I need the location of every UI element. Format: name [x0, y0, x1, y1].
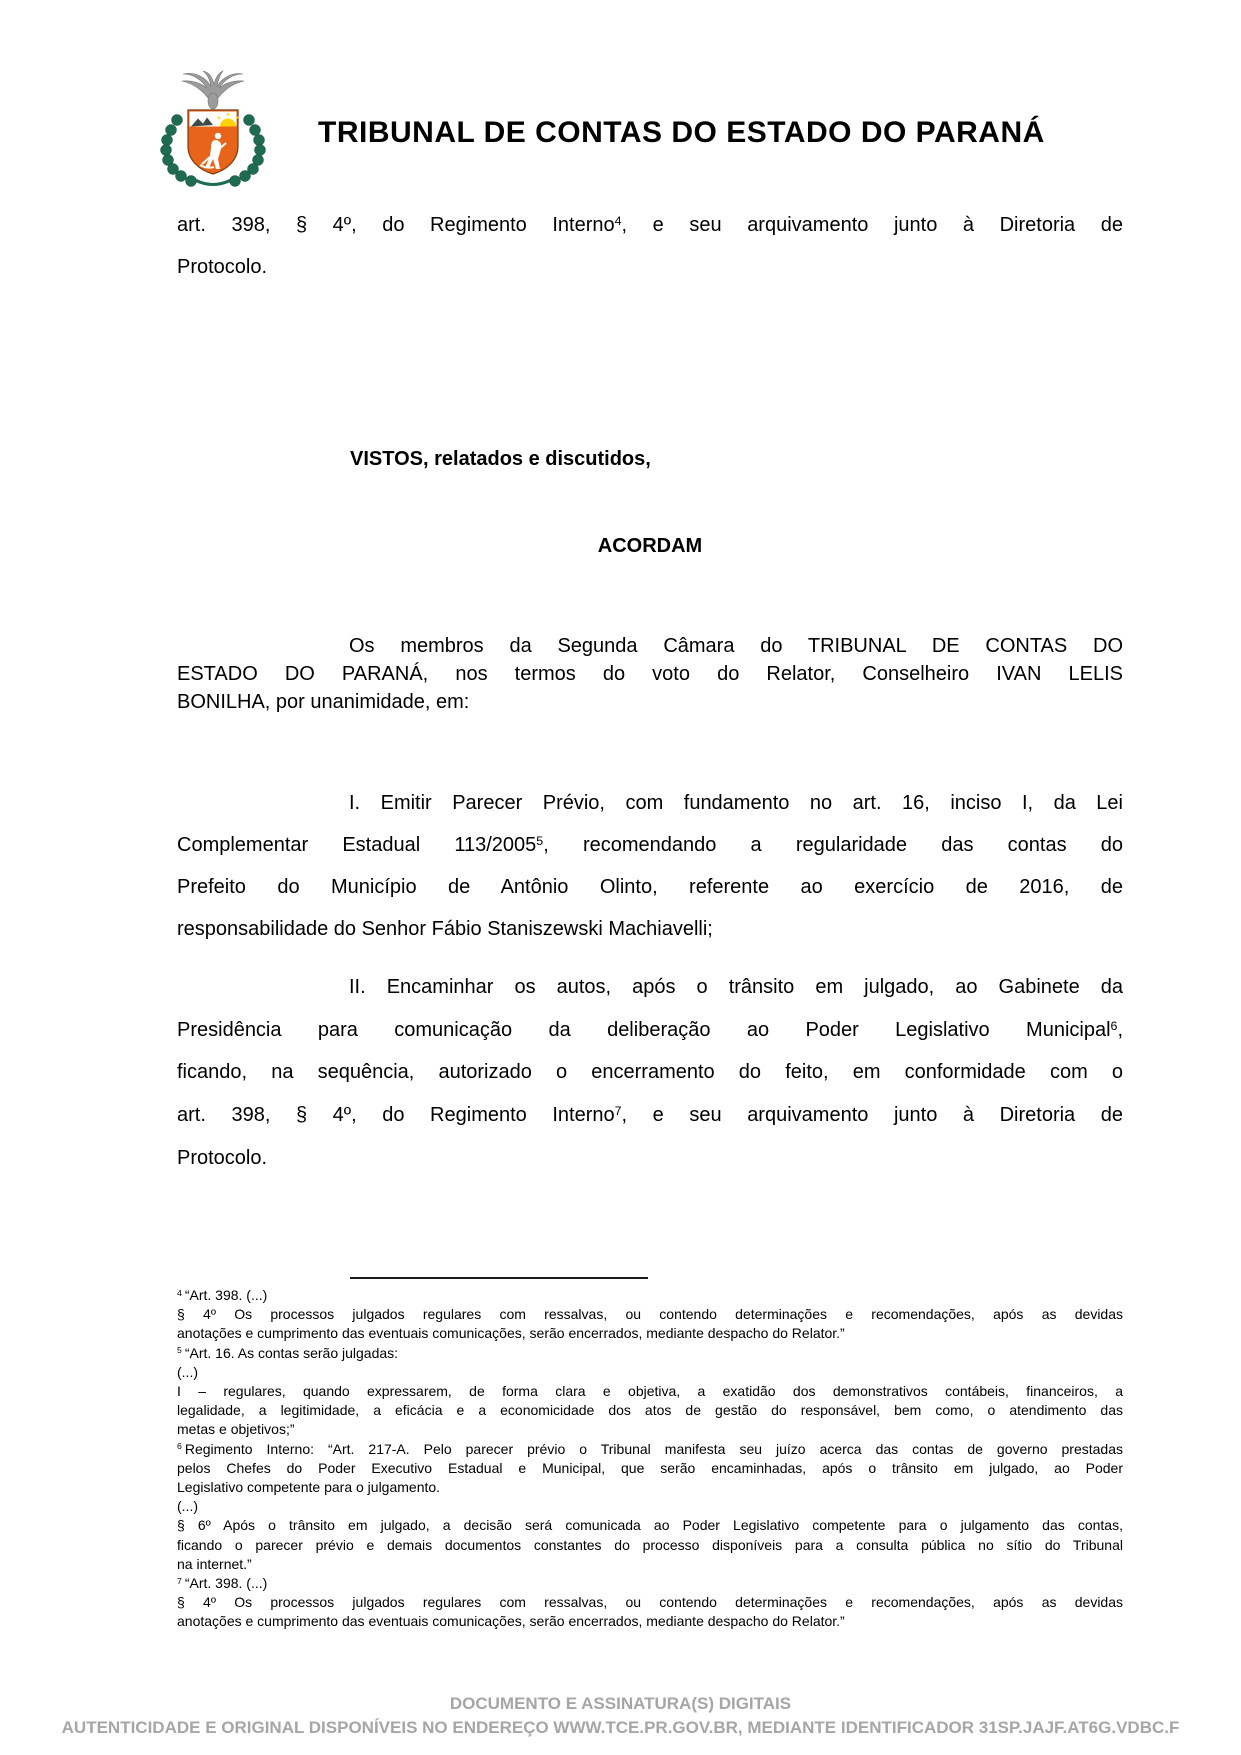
footer-digital-signature-label: DOCUMENTO E ASSINATURA(S) DIGITAIS [449, 1694, 792, 1713]
footnote-line: metas e objetivos;” [177, 1421, 295, 1438]
parana-coat-of-arms-logo [150, 70, 276, 190]
footer-authenticity-label: AUTENTICIDADE E ORIGINAL DISPONÍVEIS NO ENDEREÇO WWW.TCE.PR.GOV.BR, MEDIANTE IDENTIFICADOR 31SP.JAJF.AT6G.VDBC.F [61, 1718, 1180, 1737]
body-line: art. 398, § 4º, do Regimento Interno$^4$, e seu arquivamento junto à Diretoria de [177, 214, 1123, 236]
body-line: Os membros da Segunda Câmara do TRIBUNAL DE CONTAS DO [349, 635, 1123, 657]
deliberation-paragraph [177, 632, 1123, 716]
footnote-separator [350, 1277, 648, 1279]
footnote-ref-6: 6 [1110, 1018, 1118, 1033]
footnote-line: (...) [177, 1498, 198, 1515]
body-line: Protocolo. [177, 256, 268, 278]
footnote-ref-7: 7 [614, 1104, 622, 1119]
footnote-line: $^5$ “Art. 16. As contas serão julgadas: [177, 1344, 399, 1361]
body-line: responsabilidade do Senhor Fábio Staniszewski Machiavelli; [177, 918, 713, 940]
footnote-line: ficando o parecer prévio e demais documentos constantes do processo disponíveis para a consulta pública no sítio do Tribunal [177, 1536, 1123, 1553]
vistos-heading: VISTOS, relatados e discutidos, [350, 448, 651, 470]
footnote-number: 4 [177, 1287, 182, 1298]
footnote-line: anotações e cumprimento das eventuais comunicações, serão encerrados, mediante despacho do Relator.” [177, 1613, 845, 1630]
footnote-number: 5 [177, 1345, 182, 1356]
body-line: ficando, na sequência, autorizado o encerramento do feito, em conformidade com o [177, 1061, 1123, 1084]
footnote-line: (...) [177, 1363, 198, 1380]
footnote-line: I – regulares, quando expressarem, de forma clara e objetiva, a exatidão dos demonstrativos contábeis, financeiros, a [177, 1383, 1123, 1400]
shield [188, 110, 238, 174]
footnote-line: § 4º Os processos julgados regulares com ressalvas, ou contendo determinações e recomendações, após as devidas [177, 1306, 1123, 1323]
body-line: art. 398, § 4º, do Regimento Interno$^7$, e seu arquivamento junto à Diretoria de [177, 1104, 1123, 1127]
continuation-paragraph [177, 204, 1123, 288]
decision-item-2 [177, 966, 1123, 1180]
footnote-line: legalidade, a legitimidade, a eficácia e a economicidade dos atos de gestão do responsável, bem como, o atendimento das [177, 1402, 1123, 1419]
footnote-line: $^7$ “Art. 398. (...) [177, 1575, 268, 1592]
acordam-heading: ACORDAM [597, 535, 703, 557]
footnote-line: Legislativo competente para o julgamento. [177, 1479, 441, 1496]
footnote-line: § 6º Após o trânsito em julgado, a decisão será comunicada ao Poder Legislativo competente para o julgamento das contas, [177, 1517, 1123, 1534]
footnotes [177, 1286, 1123, 1632]
body-line: ESTADO DO PARANÁ, nos termos do voto do Relator, Conselheiro IVAN LELIS [177, 663, 1123, 685]
body-line: I. Emitir Parecer Prévio, com fundamento no art. 16, inciso I, da Lei [349, 792, 1123, 814]
decision-item-1 [177, 782, 1123, 950]
footnote-number: 6 [177, 1441, 182, 1452]
footnote-ref-5: 5 [536, 834, 544, 849]
footnote-line: anotações e cumprimento das eventuais comunicações, serão encerrados, mediante despacho do Relator.” [177, 1325, 845, 1342]
footnote-number: 7 [177, 1575, 182, 1586]
body-line: Protocolo. [177, 1146, 268, 1169]
footnote-line: na internet.” [177, 1555, 252, 1572]
body-line: Complementar Estadual 113/2005$^5$, recomendando a regularidade das contas do [177, 834, 1123, 856]
footnote-ref-4: 4 [614, 214, 622, 229]
footnote-line: § 4º Os processos julgados regulares com ressalvas, ou contendo determinações e recomendações, após as devidas [177, 1594, 1123, 1611]
body-line: Presidência para comunicação da deliberação ao Poder Legislativo Municipal$^6$, [177, 1018, 1123, 1041]
footnote-line: $^6$ Regimento Interno: “Art. 217-A. Pelo parecer prévio o Tribunal manifesta seu juízo acerca das contas de governo prestadas [177, 1440, 1123, 1457]
eagle-icon [182, 71, 244, 109]
footnote-line: pelos Chefes do Poder Executivo Estadual e Municipal, que serão encaminhadas, após o trânsito em julgado, ao Poder [177, 1459, 1123, 1476]
footnote-line: $^4$ “Art. 398. (...) [177, 1287, 268, 1303]
body-line: II. Encaminhar os autos, após o trânsito em julgado, ao Gabinete da [349, 976, 1123, 998]
coat-of-arms-icon [150, 70, 276, 190]
body-line: BONILHA, por unanimidade, em: [177, 691, 470, 713]
document-title: TRIBUNAL DE CONTAS DO ESTADO DO PARANÁ [318, 116, 1045, 149]
body-line: Prefeito do Município de Antônio Olinto, referente ao exercício de 2016, de [177, 876, 1123, 898]
